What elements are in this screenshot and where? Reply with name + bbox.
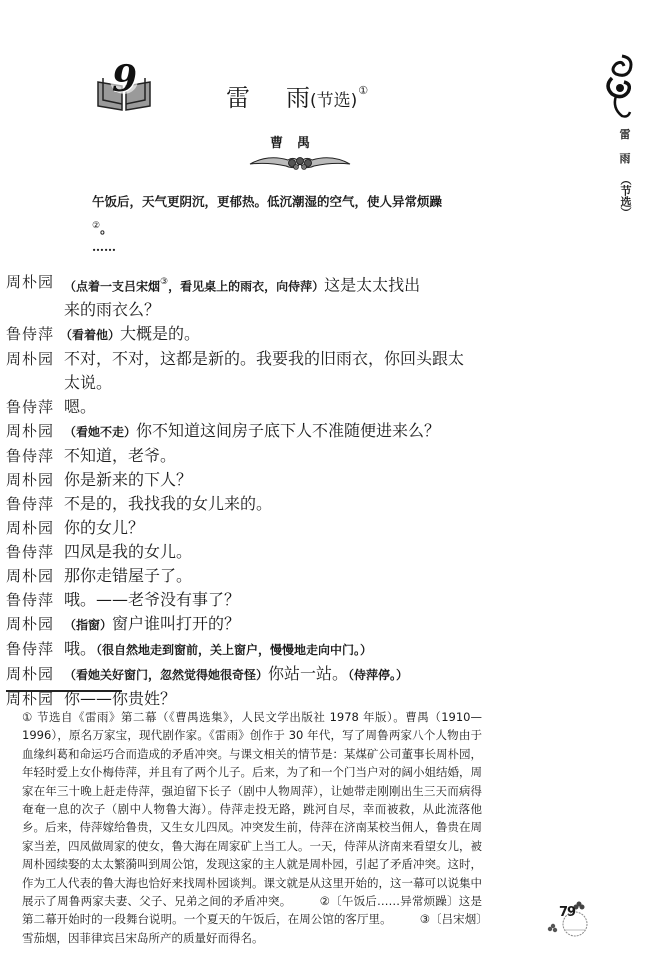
ellipsis: …… [92,240,116,254]
side-title-char-2: 雨 [619,152,631,165]
speech-content: 你的女儿？ [64,518,145,538]
stage-direction-inline: （看着他） [60,328,121,343]
speaker-name: 鲁侍萍 [6,543,55,562]
speech-content: 嗯。 [64,397,97,417]
speech-content: 不是的，我找我的女儿来的。 [64,494,273,514]
dialogue-line [6,492,476,516]
side-running-title [618,128,632,218]
stage-direction-text: 午饭后，天气更阴沉，更郁热。低沉潮湿的空气，使人异常烦躁 [92,194,443,209]
title-char-2: 雨 [286,84,310,112]
speaker-name: 周朴园 [6,422,55,441]
footnote-divider [6,690,122,693]
speaker-name: 鲁侍萍 [6,447,55,466]
stage-direction-inline: （点着一支吕宋烟 [64,279,161,294]
speaker-name: 周朴园 [6,350,55,369]
speaker-name: 周朴园 [6,690,55,709]
dialogue-line [6,540,476,564]
speech-text [64,270,476,298]
dialogue-line [6,516,476,540]
stage-direction [92,190,462,241]
stage-direction-inline: （指窗） [64,618,113,633]
page-number-text: 79 [559,905,576,920]
stage-direction-end: 。 [100,221,113,237]
speaker-name: 周朴园 [6,567,55,586]
footnotes [22,708,482,947]
page-number [545,900,595,940]
dialogue-line [6,468,476,492]
lesson-number: 9 [112,58,138,100]
dialogue-continuation [6,298,476,322]
dialogue-continuation [6,371,476,395]
speech-text [64,419,476,444]
speech-content: 这是太太找出 [324,275,421,295]
ribbon-ornament-icon [248,150,352,172]
flourish-ornament-icon [602,52,636,120]
dialogue-line [6,395,476,419]
speech-content: 你——你贵姓？ [64,689,177,709]
speech-content: 四凤是我的女儿。 [64,542,193,562]
speech-content: 哦。——老爷没有事了？ [64,590,241,610]
dialogue [6,270,476,711]
speaker-name: 鲁侍萍 [6,398,55,417]
speaker-name: 周朴园 [6,615,55,634]
speaker-name: 鲁侍萍 [6,325,55,344]
speech-text [64,612,476,637]
title-footnote-ref[interactable]: ① [358,84,369,97]
speech-content: 大概是的。 [120,324,201,344]
speaker-name: 周朴园 [6,519,55,538]
title-subtitle: (节选) [310,91,358,111]
speaker-name: 周朴园 [6,273,55,291]
footnote-3: ③〔吕宋烟〕雪茄烟，因菲律宾吕宋岛所产的质量好而得名。 [22,912,483,945]
speech-content: 来的雨衣么？ [64,300,161,320]
dialogue-line [6,612,476,637]
speaker-name: 周朴园 [6,665,55,684]
stage-direction-inline: （看她关好窗门，忽然觉得她很奇怪） [64,668,269,683]
speech-content: 那你走错屋子了。 [64,566,193,586]
speaker-name: 鲁侍萍 [6,640,55,659]
footnote-2: ②〔午饭后……异常烦躁〕这是第二幕开始时的一段舞台说明。一个夏天的午饭后，在周公馆的客厅里。 [22,894,483,927]
stage-direction-inline: ，看见桌上的雨衣，向侍萍） [168,279,325,294]
side-title-sub: （节选） [619,174,632,218]
footnote-ref-3[interactable]: ③ [160,277,169,287]
footnote-ref-2[interactable]: ② [92,221,101,231]
dialogue-line [6,588,476,612]
dialogue-line [6,637,476,662]
dialogue-line [6,347,476,371]
page-title [226,78,368,113]
speech-content: 太说。 [64,373,113,393]
speech-text [64,637,476,662]
stage-direction-inline: （很自然地走到窗前，关上窗户，慢慢地走向中门。） [96,643,373,658]
speaker-name: 鲁侍萍 [6,591,55,610]
dialogue-line [6,270,476,298]
stage-direction-inline: （侍萍停。） [348,668,409,683]
lesson-number-badge [94,58,154,112]
speaker-name: 周朴园 [6,471,55,490]
speech-content: 你不知道这间房子底下人不准随便进来么？ [136,421,441,441]
speech-text [64,662,476,687]
dialogue-line [6,564,476,588]
speech-content: 不知道，老爷。 [64,446,177,466]
speech-content: 窗户谁叫打开的？ [112,614,241,634]
dialogue-line [6,444,476,468]
stage-direction-inline: （看她不走） [64,425,137,440]
author-name: 曹禺 [270,136,325,151]
dialogue-line [6,419,476,444]
speech-content: 你是新来的下人？ [64,470,193,490]
speech-content: 你站一站。 [268,664,349,684]
speech-content: 哦。 [64,639,97,659]
speech-content: 不对，不对，这都是新的。我要我的旧雨衣，你回头跟太 [64,349,465,369]
speaker-name: 鲁侍萍 [6,495,55,514]
speech-text [60,322,476,347]
dialogue-line [6,322,476,347]
title-char-1: 雷 [226,84,250,112]
side-title-char-1: 雷 [619,128,631,141]
dialogue-line [6,662,476,687]
footnote-1: ① 节选自《雷雨》第二幕（《曹禺选集》，人民文学出版社 1978 年版）。曹禺（1910—1996），原名万家宝，现代剧作家。《雷雨》创作于 30 年代，写了周鲁两家八个人物由于血缘纠葛和命运巧合而造成的矛盾冲突。与课文相关的情节是：某煤矿公司董事长周朴园，年轻时爱上女仆梅侍萍，并且有了两个儿子。后来，为了和一个门当户对的阔小姐结婚，周家在年三十晚上赶走侍萍，强迫留下长子（剧中人物周萍），让她带走刚刚出生三天而病得奄奄一息的次子（剧中人物鲁大海）。侍萍走投无路，跳河自尽，幸而被救，从此流落他乡。后来，侍萍嫁给鲁贵，又生女儿四凤。冲突发生前，侍萍在济南某校当佣人，鲁贵在周家当差，四凤做周家的使女，鲁大海在周家矿上当工人。一天，侍萍从济南来看望女儿，被周朴园续娶的太太繁漪叫到周公馆，发现这家的主人就是周朴园，引起了矛盾冲突。这时，作为工人代表的鲁大海也恰好来找周朴园谈判。课文就是从这里开始的，这一幕可以说集中展示了周鲁两家夫妻、父子、兄弟之间的矛盾冲突。 [22,710,482,909]
